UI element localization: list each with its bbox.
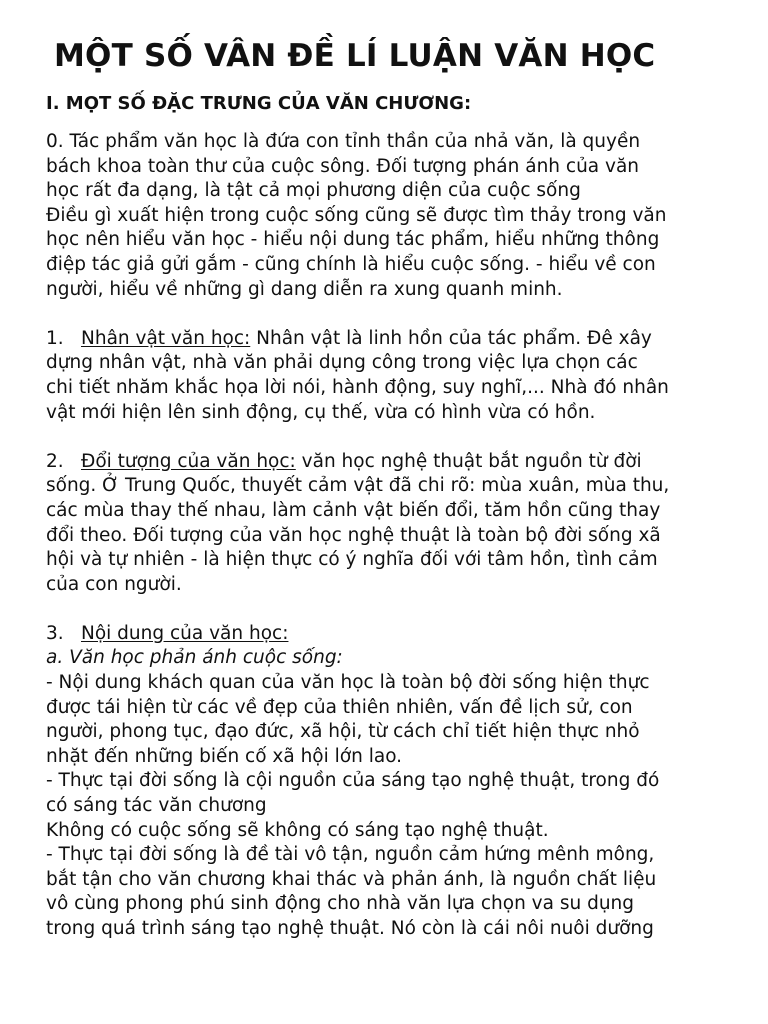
intro-paragraph bbox=[46, 130, 722, 302]
text-line: trong quá trình sáng tạo nghệ thuật. Nó còn là cái nôi nuôi dưỡng bbox=[46, 918, 654, 939]
item-3-heading bbox=[46, 623, 288, 644]
item-2-heading-text: Đổi tượng của văn học: bbox=[81, 450, 296, 472]
item-2-first-line-text: văn học nghệ thuật bắt nguồn từ đời bbox=[295, 450, 642, 472]
item-1-heading bbox=[46, 328, 250, 349]
item-1-first-line-text: Nhân vật là linh hồn của tác phẩm. Đê xây bbox=[250, 327, 652, 349]
text-line: đổi theo. Đối tượng của văn học nghệ thuật là toàn bộ đời sống xã bbox=[46, 524, 661, 546]
text-line: Không có cuộc sống sẽ không có sáng tạo nghệ thuật. bbox=[46, 819, 549, 841]
item-2-first-line bbox=[46, 450, 722, 475]
text-line: có sáng tác văn chương bbox=[46, 795, 267, 817]
text-line: - Thực tại đời sống là đề tài vô tận, nguồn cảm hứng mênh mông, bbox=[46, 844, 655, 866]
item-2-number: 2. bbox=[46, 450, 64, 472]
item-3-heading-text: Nội dung của văn học: bbox=[81, 622, 289, 644]
text-line: - Nội dung khách quan của văn học là toàn bộ đời sống hiện thực bbox=[46, 672, 650, 694]
section-heading: I. MỌT SỐ ĐẶC TRƯNG CỦA VĂN CHƯƠNG: bbox=[46, 93, 472, 114]
text-line: chi tiết nhăm khắc họa lời nói, hành động, suy nghĩ,... Nhà đó nhân bbox=[46, 376, 669, 398]
item-3-subheading: a. Văn học phản ánh cuộc sống: bbox=[46, 647, 343, 669]
text-line: sống. Ở Trung Quốc, thuyết cảm vật đã chi rõ: mùa xuân, mùa thu, bbox=[46, 475, 670, 497]
text-line: người, hiểu về những gì dang diễn ra xung quanh minh. bbox=[46, 278, 563, 300]
text-line: được tái hiện từ các về đẹp của thiên nhiên, vấn đề lịch sử, con bbox=[46, 696, 633, 718]
text-line: học rất đa dạng, là tật cả mọi phương diện của cuộc sống bbox=[46, 180, 581, 202]
text-line: bắt tận cho văn chương khai thác và phản ánh, là nguồn chất liệu bbox=[46, 868, 657, 890]
item-2-paragraph bbox=[46, 450, 722, 598]
text-line: hội và tự nhiên - là hiện thực có ý nghĩa đối với tâm hồn, tình cảm bbox=[46, 549, 658, 571]
text-line: vật mới hiện lên sinh động, cụ thế, vừa có hình vừa có hồn. bbox=[46, 401, 596, 423]
text-line: các mùa thay thế nhau, làm cảnh vật biến đổi, tăm hồn cũng thay bbox=[46, 499, 661, 521]
text-line: Điều gì xuất hiện trong cuộc sống cũng sẽ được tìm thảy trong văn bbox=[46, 204, 667, 226]
text-line: bách khoa toàn thư của cuộc sông. Đối tượng phán ánh của văn bbox=[46, 155, 640, 177]
text-line: vô cùng phong phú sinh động cho nhà văn lựa chọn va su dụng bbox=[46, 893, 635, 915]
text-line: 0. Tác phẩm văn học là đứa con tỉnh thần của nhả văn, là quyền bbox=[46, 131, 641, 152]
text-line: học nên hiểu văn học - hiểu nội dung tác phẩm, hiểu những thông bbox=[46, 229, 660, 251]
document-title: MỘT SỐ VÂN ĐỀ LÍ LUẬN VĂN HỌC bbox=[54, 38, 656, 74]
text-line: người, phong tục, đạo đức, xã hội, từ cách chỉ tiết hiện thực nhỏ bbox=[46, 721, 640, 743]
item-3-first-line bbox=[46, 622, 722, 647]
text-line: điệp tác giả gửi gắm - cũng chính là hiểu cuộc sống. - hiểu về con bbox=[46, 253, 656, 275]
text-line: dựng nhân vật, nhà văn phải dụng công trong việc lựa chọn các bbox=[46, 352, 638, 374]
text-line: - Thực tại đời sống là cội nguồn của sáng tạo nghệ thuật, trong đó bbox=[46, 770, 660, 792]
item-1-number: 1. bbox=[46, 327, 64, 349]
item-3-paragraph bbox=[46, 622, 722, 942]
item-2-heading bbox=[46, 451, 296, 472]
item-3-number: 3. bbox=[46, 622, 64, 644]
text-line: nhặt đến những biến cố xã hội lớn lao. bbox=[46, 745, 403, 767]
item-1-first-line bbox=[46, 327, 722, 352]
item-1-paragraph bbox=[46, 327, 722, 425]
item-1-heading-text: Nhân vật văn học: bbox=[81, 327, 251, 349]
text-line: của con người. bbox=[46, 573, 182, 595]
